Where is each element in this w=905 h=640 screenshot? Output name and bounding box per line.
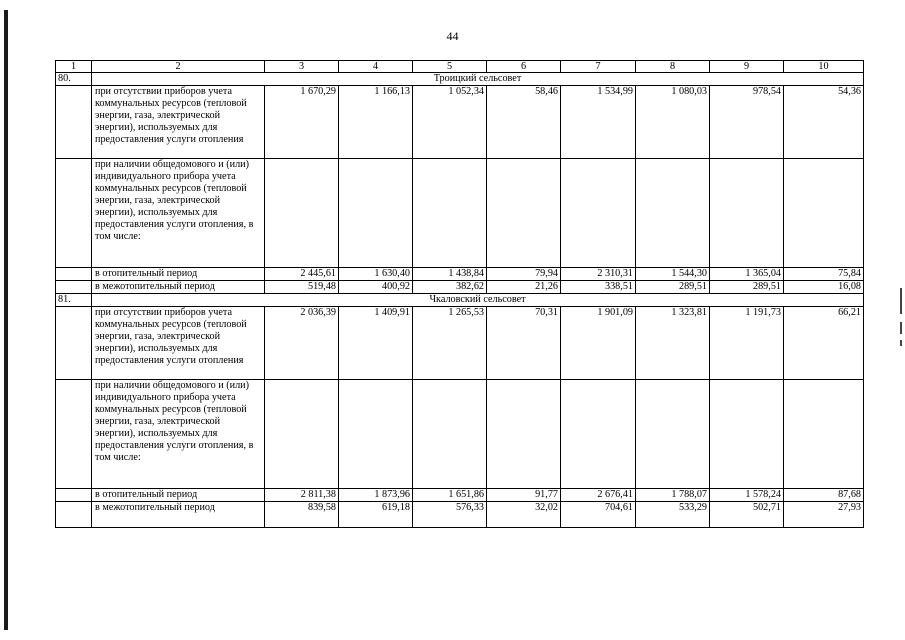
section-number: 80. — [56, 73, 92, 86]
table-row — [56, 281, 864, 294]
section-title: Чкаловский сельсовет — [92, 294, 864, 307]
scan-edge-bar — [4, 10, 8, 630]
value-cell: 16,08 — [784, 281, 864, 294]
value-cell: 27,93 — [784, 502, 864, 528]
column-header: 4 — [339, 61, 413, 73]
empty-cell — [636, 380, 710, 489]
empty-cell — [265, 380, 339, 489]
value-cell: 1 409,91 — [339, 307, 413, 380]
column-header: 6 — [487, 61, 561, 73]
value-cell: 533,29 — [636, 502, 710, 528]
value-cell: 502,71 — [710, 502, 784, 528]
row-number-cell — [56, 380, 92, 489]
value-cell: 839,58 — [265, 502, 339, 528]
value-cell: 2 036,39 — [265, 307, 339, 380]
table-row — [56, 307, 864, 380]
value-cell: 1 670,29 — [265, 86, 339, 159]
scan-mark — [900, 288, 902, 314]
empty-cell — [784, 380, 864, 489]
value-cell: 2 811,38 — [265, 489, 339, 502]
section-title-row — [56, 73, 864, 86]
value-cell: 382,62 — [413, 281, 487, 294]
value-cell: 619,18 — [339, 502, 413, 528]
value-cell: 978,54 — [710, 86, 784, 159]
value-cell: 1 534,99 — [561, 86, 636, 159]
column-header: 8 — [636, 61, 710, 73]
empty-cell — [339, 159, 413, 268]
empty-cell — [487, 380, 561, 489]
row-label: при отсутствии приборов учета коммунальных ресурсов (тепловой энергии, газа, электрической энергии), используемых для предоставления услуги отопления — [92, 86, 265, 159]
row-number-cell — [56, 268, 92, 281]
row-label: в межотопительный период — [92, 502, 265, 528]
value-cell: 79,94 — [487, 268, 561, 281]
value-cell: 1 191,73 — [710, 307, 784, 380]
column-header: 2 — [92, 61, 265, 73]
value-cell: 1 901,09 — [561, 307, 636, 380]
value-cell: 1 630,40 — [339, 268, 413, 281]
scan-mark — [900, 340, 902, 346]
table-row — [56, 489, 864, 502]
empty-cell — [413, 159, 487, 268]
page-number: 44 — [446, 29, 459, 43]
value-cell: 1 080,03 — [636, 86, 710, 159]
section-title-row — [56, 294, 864, 307]
value-cell: 1 788,07 — [636, 489, 710, 502]
value-cell: 87,68 — [784, 489, 864, 502]
value-cell: 576,33 — [413, 502, 487, 528]
row-number-cell — [56, 86, 92, 159]
section-title: Троицкий сельсовет — [92, 73, 864, 86]
column-header: 7 — [561, 61, 636, 73]
value-cell: 1 265,53 — [413, 307, 487, 380]
value-cell: 75,84 — [784, 268, 864, 281]
row-number-cell — [56, 159, 92, 268]
table-row — [56, 86, 864, 159]
table-row — [56, 380, 864, 489]
tariff-table — [55, 60, 864, 528]
table-header-row — [56, 61, 864, 73]
value-cell: 2 310,31 — [561, 268, 636, 281]
table-row — [56, 268, 864, 281]
empty-cell — [487, 159, 561, 268]
value-cell: 2 445,61 — [265, 268, 339, 281]
value-cell: 1 365,04 — [710, 268, 784, 281]
value-cell: 1 544,30 — [636, 268, 710, 281]
value-cell: 1 323,81 — [636, 307, 710, 380]
empty-cell — [339, 380, 413, 489]
value-cell: 2 676,41 — [561, 489, 636, 502]
value-cell: 338,51 — [561, 281, 636, 294]
value-cell: 519,48 — [265, 281, 339, 294]
column-header: 1 — [56, 61, 92, 73]
table-row — [56, 502, 864, 528]
empty-cell — [710, 380, 784, 489]
column-header: 10 — [784, 61, 864, 73]
empty-cell — [265, 159, 339, 268]
row-number-cell — [56, 502, 92, 528]
value-cell: 289,51 — [636, 281, 710, 294]
empty-cell — [710, 159, 784, 268]
value-cell: 66,21 — [784, 307, 864, 380]
value-cell: 58,46 — [487, 86, 561, 159]
empty-cell — [636, 159, 710, 268]
value-cell: 70,31 — [487, 307, 561, 380]
value-cell: 400,92 — [339, 281, 413, 294]
row-label: в отопительный период — [92, 489, 265, 502]
value-cell: 289,51 — [710, 281, 784, 294]
value-cell: 32,02 — [487, 502, 561, 528]
row-number-cell — [56, 307, 92, 380]
value-cell: 704,61 — [561, 502, 636, 528]
empty-cell — [784, 159, 864, 268]
empty-cell — [561, 159, 636, 268]
column-header: 3 — [265, 61, 339, 73]
section-number: 81. — [56, 294, 92, 307]
value-cell: 1 651,86 — [413, 489, 487, 502]
column-header: 9 — [710, 61, 784, 73]
row-label: при наличии общедомового и (или) индивидуального прибора учета коммунальных ресурсов (тепловой энергии, газа, электрической энергии), используемых для предоставления услуги отопления, в том числе: — [92, 159, 265, 268]
value-cell: 54,36 — [784, 86, 864, 159]
value-cell: 91,77 — [487, 489, 561, 502]
row-number-cell — [56, 489, 92, 502]
row-label: в отопительный период — [92, 268, 265, 281]
row-label: в межотопительный период — [92, 281, 265, 294]
scan-mark — [900, 322, 902, 334]
value-cell: 21,26 — [487, 281, 561, 294]
value-cell: 1 052,34 — [413, 86, 487, 159]
value-cell: 1 873,96 — [339, 489, 413, 502]
row-label: при отсутствии приборов учета коммунальных ресурсов (тепловой энергии, газа, электрической энергии), используемых для предоставления услуги отопления — [92, 307, 265, 380]
row-label: при наличии общедомового и (или) индивидуального прибора учета коммунальных ресурсов (тепловой энергии, газа, электрической энергии), используемых для предоставления услуги отопления, в том числе: — [92, 380, 265, 489]
column-header: 5 — [413, 61, 487, 73]
empty-cell — [413, 380, 487, 489]
row-number-cell — [56, 281, 92, 294]
value-cell: 1 438,84 — [413, 268, 487, 281]
value-cell: 1 166,13 — [339, 86, 413, 159]
empty-cell — [561, 380, 636, 489]
value-cell: 1 578,24 — [710, 489, 784, 502]
table-row — [56, 159, 864, 268]
